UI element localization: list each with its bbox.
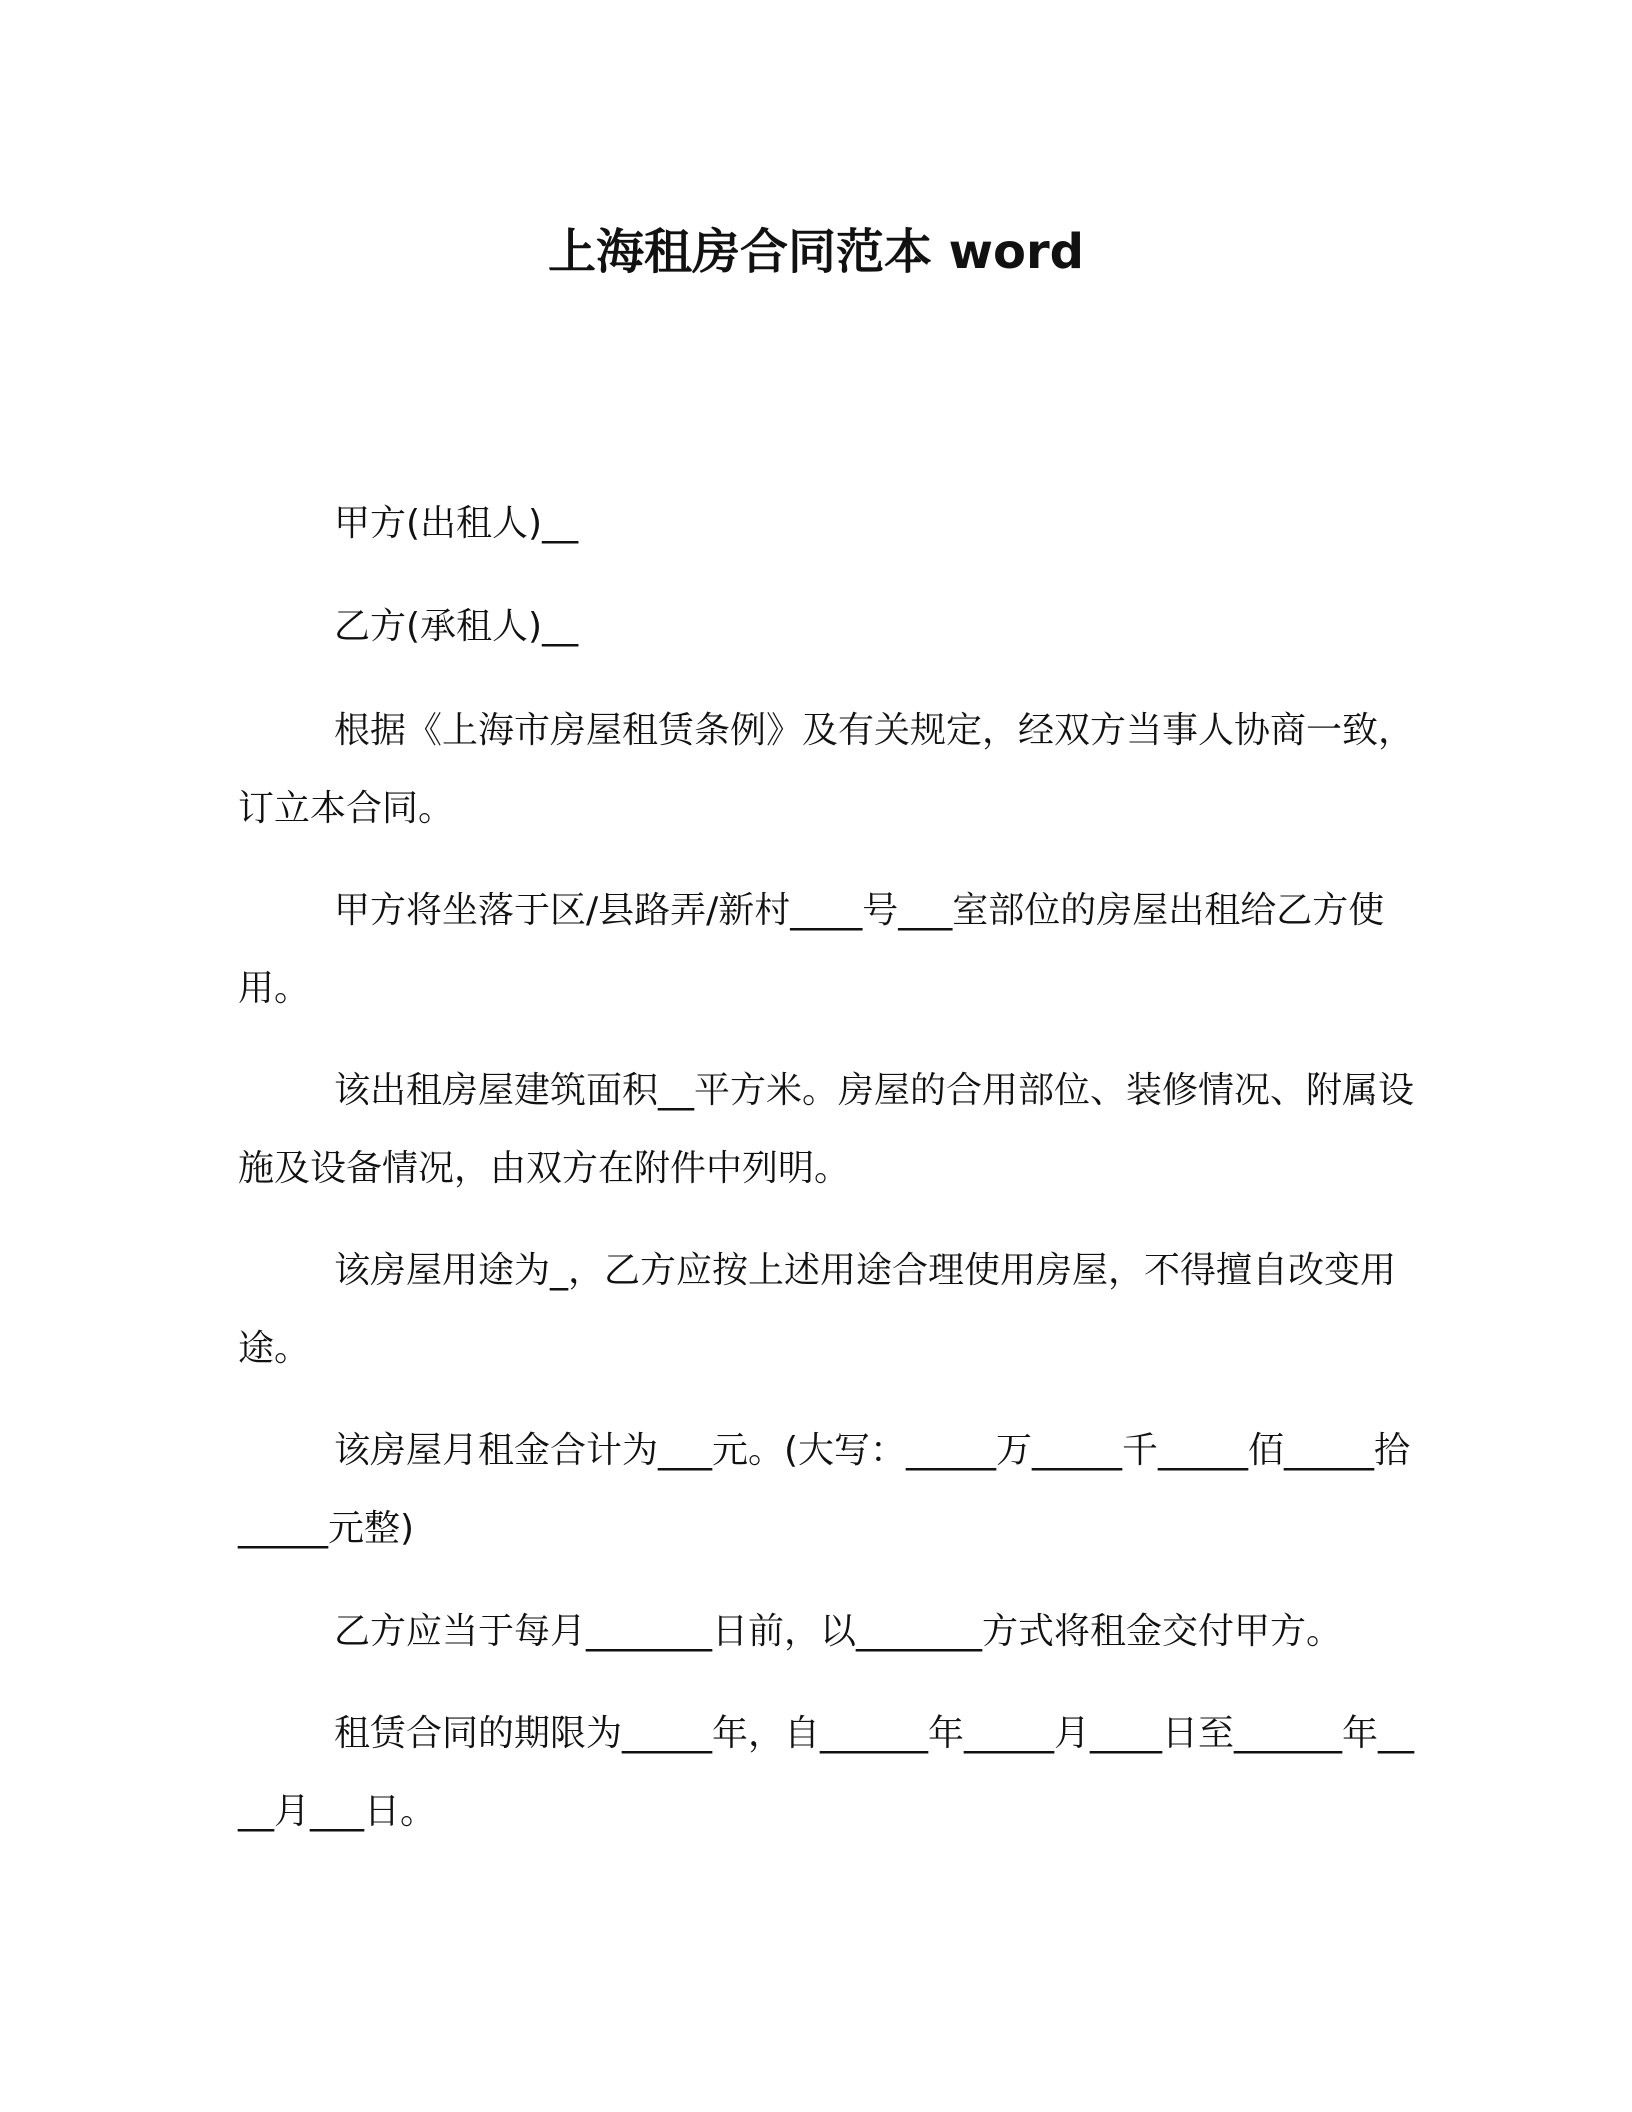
paragraph-term: 租赁合同的期限为_____年，自______年_____月____日至______年____月___日。 [238,1713,1415,1832]
paragraph-payment: 乙方应当于每月_______日前，以_______方式将租金交付甲方。 [334,1611,1343,1652]
paragraph-location: 甲方将坐落于区/县路弄/新村____号___室部位的房屋出租给乙方使用。 [238,890,1385,1009]
document-title: 上海租房合同范本 word [547,224,1085,280]
paragraph-lessee: 乙方(承租人)__ [334,606,579,647]
paragraph-area: 该出租房屋建筑面积__平方米。房屋的合用部位、装修情况、附属设施及设备情况，由双方在附件中列明。 [238,1070,1415,1189]
paragraph-lessor: 甲方(出租人)__ [334,503,579,544]
paragraph-basis: 根据《上海市房屋租赁条例》及有关规定，经双方当事人协商一致，订立本合同。 [238,710,1415,829]
paragraph-usage: 该房屋用途为_，乙方应按上述用途合理使用房屋，不得擅自改变用途。 [238,1250,1397,1369]
paragraph-rent-amount: 该房屋月租金合计为___元。(大写：_____万_____千_____佰_____拾_____元整) [238,1430,1411,1549]
